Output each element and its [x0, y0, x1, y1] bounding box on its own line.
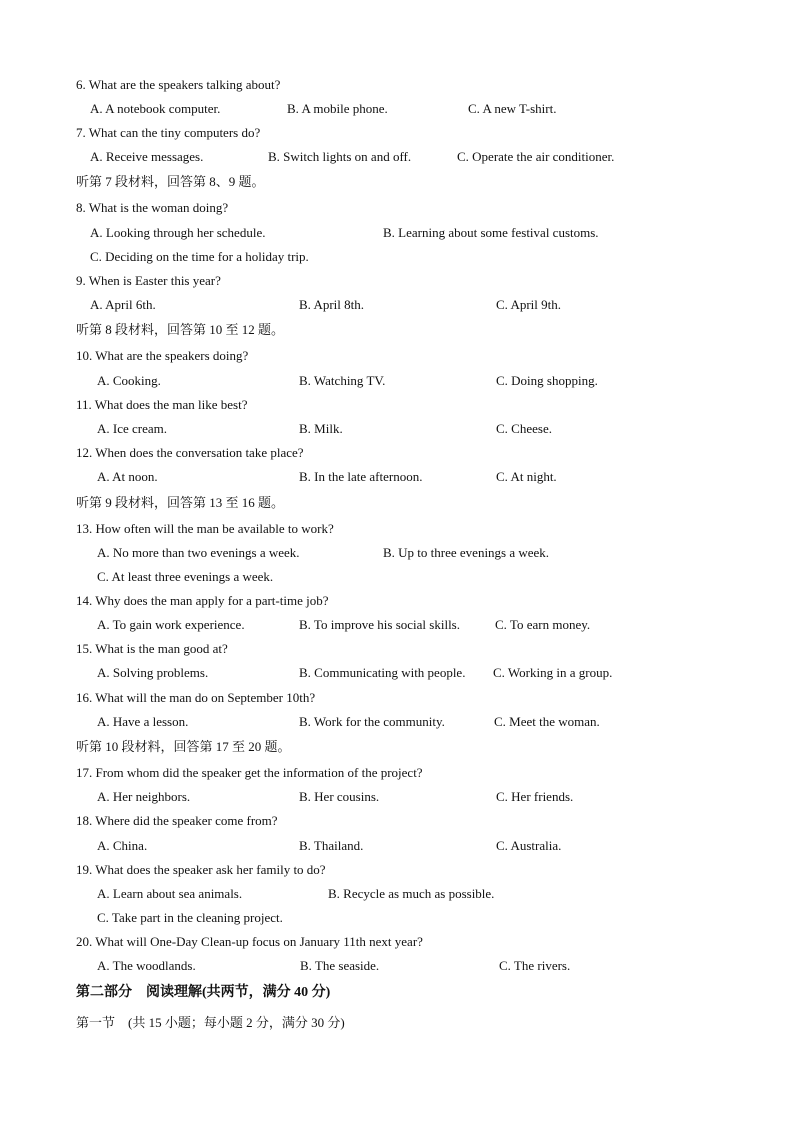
q14-option-c: C. To earn money.: [495, 617, 591, 632]
q8-option-a: A. Looking through her schedule.: [90, 225, 266, 240]
q20-option-a: A. The woodlands.: [97, 958, 196, 973]
question-15: 15. What is the man good at?: [76, 641, 228, 656]
q14-option-a: A. To gain work experience.: [97, 617, 245, 632]
q8-option-b: B. Learning about some festival customs.: [383, 225, 599, 240]
q10-option-a: A. Cooking.: [97, 373, 161, 388]
instruction-section-7: 听第 7 段材料，回答第 8、9 题。: [76, 174, 265, 189]
q10-option-b: B. Watching TV.: [299, 373, 386, 388]
q19-option-a: A. Learn about sea animals.: [97, 886, 243, 901]
q18-option-a: A. China.: [97, 838, 148, 853]
q16-option-b: B. Work for the community.: [299, 714, 445, 729]
q13-option-b: B. Up to three evenings a week.: [383, 545, 550, 560]
q19-option-b: B. Recycle as much as possible.: [328, 886, 495, 901]
question-10: 10. What are the speakers doing?: [76, 348, 249, 363]
q16-option-a: A. Have a lesson.: [97, 714, 189, 729]
q12-option-c: C. At night.: [496, 469, 557, 484]
question-7: 7. What can the tiny computers do?: [76, 125, 261, 140]
q16-option-c: C. Meet the woman.: [494, 714, 600, 729]
q17-option-c: C. Her friends.: [496, 789, 574, 804]
q6-option-a: A. A notebook computer.: [90, 101, 221, 116]
q15-option-a: A. Solving problems.: [97, 665, 209, 680]
q9-option-a: A. April 6th.: [90, 297, 156, 312]
q18-option-c: C. Australia.: [496, 838, 562, 853]
question-18: 18. Where did the speaker come from?: [76, 813, 278, 828]
question-20: 20. What will One-Day Clean-up focus on January 11th next year?: [76, 934, 423, 949]
q13-option-a: A. No more than two evenings a week.: [97, 545, 300, 560]
question-19: 19. What does the speaker ask her family to do?: [76, 862, 326, 877]
q7-option-a: A. Receive messages.: [90, 149, 204, 164]
q12-option-a: A. At noon.: [97, 469, 158, 484]
question-11: 11. What does the man like best?: [76, 397, 248, 412]
question-14: 14. Why does the man apply for a part-time job?: [76, 593, 329, 608]
question-13: 13. How often will the man be available to work?: [76, 521, 334, 536]
q18-option-b: B. Thailand.: [299, 838, 364, 853]
q17-option-b: B. Her cousins.: [299, 789, 380, 804]
section-one-heading: 第一节 (共 15 小题；每小题 2 分，满分 30 分): [76, 1015, 345, 1030]
q7-option-b: B. Switch lights on and off.: [268, 149, 412, 164]
question-6: 6. What are the speakers talking about?: [76, 77, 281, 92]
q6-option-c: C. A new T-shirt.: [468, 101, 557, 116]
q6-option-b: B. A mobile phone.: [287, 101, 388, 116]
q10-option-c: C. Doing shopping.: [496, 373, 598, 388]
q11-option-a: A. Ice cream.: [97, 421, 168, 436]
q19-option-c: C. Take part in the cleaning project.: [97, 910, 283, 925]
q20-option-c: C. The rivers.: [499, 958, 571, 973]
q15-option-c: C. Working in a group.: [493, 665, 613, 680]
q14-option-b: B. To improve his social skills.: [299, 617, 460, 632]
instruction-section-10: 听第 10 段材料，回答第 17 至 20 题。: [76, 739, 291, 754]
question-17: 17. From whom did the speaker get the information of the project?: [76, 765, 423, 780]
instruction-section-9: 听第 9 段材料，回答第 13 至 16 题。: [76, 495, 285, 510]
q13-option-c: C. At least three evenings a week.: [97, 569, 274, 584]
question-8: 8. What is the woman doing?: [76, 200, 229, 215]
question-12: 12. When does the conversation take place?: [76, 445, 304, 460]
question-9: 9. When is Easter this year?: [76, 273, 221, 288]
q20-option-b: B. The seaside.: [300, 958, 380, 973]
q11-option-c: C. Cheese.: [496, 421, 552, 436]
question-16: 16. What will the man do on September 10th?: [76, 690, 316, 705]
q11-option-b: B. Milk.: [299, 421, 343, 436]
q15-option-b: B. Communicating with people.: [299, 665, 466, 680]
q12-option-b: B. In the late afternoon.: [299, 469, 423, 484]
q7-option-c: C. Operate the air conditioner.: [457, 149, 615, 164]
q17-option-a: A. Her neighbors.: [97, 789, 191, 804]
instruction-section-8: 听第 8 段材料，回答第 10 至 12 题。: [76, 322, 285, 337]
q8-option-c: C. Deciding on the time for a holiday trip.: [90, 249, 309, 264]
q9-option-c: C. April 9th.: [496, 297, 562, 312]
q9-option-b: B. April 8th.: [299, 297, 365, 312]
part-two-heading: 第二部分 阅读理解(共两节，满分 40 分): [76, 985, 331, 1000]
